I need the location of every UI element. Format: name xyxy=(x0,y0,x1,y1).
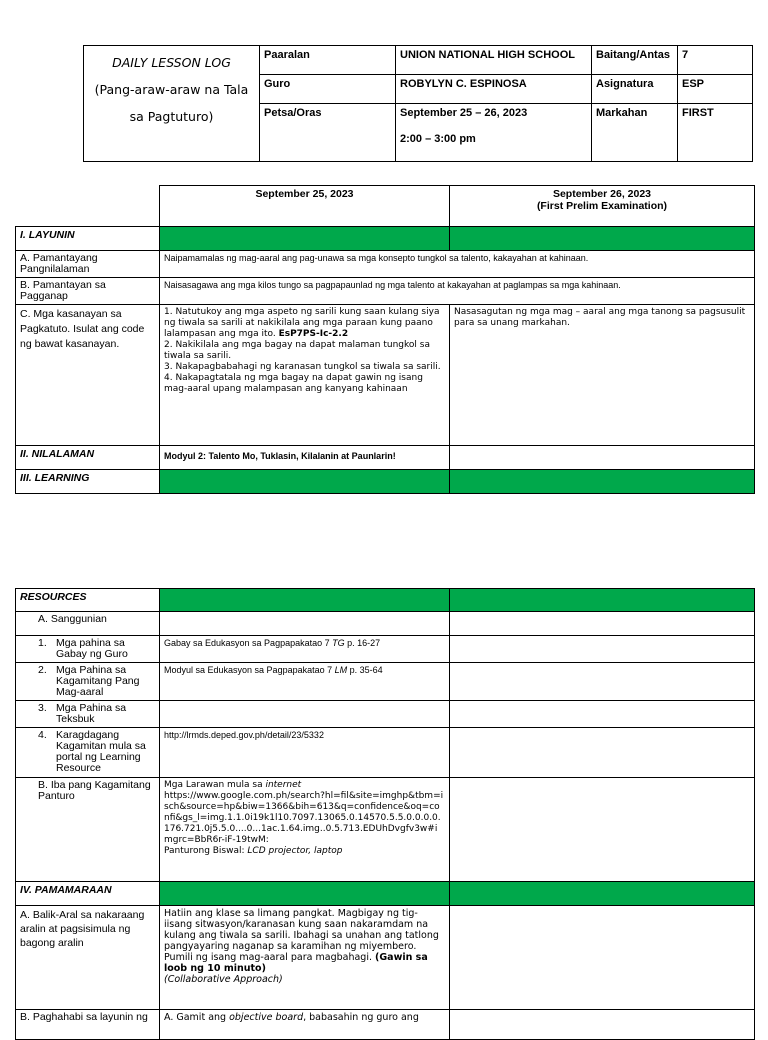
pagganap-value: Naisasagawa ang mga kilos tungo sa pagpapaunlad ng mga talento at kakayahan at paglampas sa mga kahinaan. xyxy=(160,278,755,305)
quarter-value: FIRST xyxy=(678,104,753,162)
resource-3-value xyxy=(160,701,450,728)
pamamaraan-green-1 xyxy=(160,882,450,906)
day2-note: (First Prelim Examination) xyxy=(536,200,668,212)
time-value: 2:00 – 3:00 pm xyxy=(400,133,476,145)
date-label: Petsa/Oras xyxy=(260,104,396,162)
resource-1-label: Mga pahina sa Gabay ng Guro xyxy=(56,637,128,660)
nilalaman-value: Modyul 2: Talento Mo, Tuklasin, Kilalanin at Paunlarin! xyxy=(160,446,450,470)
teacher-value: ROBYLYN C. ESPINOSA xyxy=(396,75,592,104)
iba-pang-day2 xyxy=(450,778,755,882)
date-value-cell xyxy=(396,104,592,162)
resource-2-value: Modyul sa Edukasyon sa Pagpapakatao 7 LM p. 35-64 xyxy=(160,663,450,701)
resources-heading: RESOURCES xyxy=(16,589,160,612)
resource-row-3-label xyxy=(16,701,160,728)
resource-3-num: 3. xyxy=(38,702,47,714)
day1-header: September 25, 2023 xyxy=(160,186,450,227)
resources-green-1 xyxy=(160,589,450,612)
subject-label: Asignatura xyxy=(592,75,678,104)
subject-value: ESP xyxy=(678,75,753,104)
lesson-table-bottom xyxy=(15,588,755,1040)
grade-label: Baitang/Antas xyxy=(592,46,678,75)
image-search-url[interactable]: https://www.google.com.ph/search?hl=fil&site=imghp&tbm=isch&source=hp&biw=1366&bih=613&q=confidence&oq=confi&gs_l=img.1.1.0i19k1l10.7097.13065.0.14570.5.5.0.0.0.0.176.721.0j5.5.0....0...1ac.1.64.img..0.5.713.EDUhDvgfv3w#imgrc=BbR6r-iF-19twM: xyxy=(164,791,444,845)
resource-4-link[interactable]: http://lrmds.deped.gov.ph/detail/23/5332 xyxy=(160,728,450,778)
resource-row-4-label xyxy=(16,728,160,778)
teacher-label: Guro xyxy=(260,75,396,104)
balik-aral-label: A. Balik-Aral sa nakaraang aralin at pagsisimula ng bagong aralin xyxy=(16,906,160,1010)
paghahabi-label: B. Paghahabi sa layunin ng xyxy=(16,1010,160,1040)
layunin-green-2 xyxy=(450,227,755,251)
resource-1-day2 xyxy=(450,636,755,663)
resource-3-day2 xyxy=(450,701,755,728)
school-value: UNION NATIONAL HIGH SCHOOL xyxy=(396,46,592,75)
kasanayan-label: C. Mga kasanayan sa Pagkatuto. Isulat ang code ng bawat kasanayan. xyxy=(16,305,160,446)
pamamaraan-green-2 xyxy=(450,882,755,906)
date-value: September 25 – 26, 2023 xyxy=(400,107,528,119)
kasanayan-code: EsP7PS-Ic-2.2 xyxy=(278,329,349,339)
resource-row-1-label xyxy=(16,636,160,663)
kasanayan-item2: 2. Nakikilala ang mga bagay na dapat malaman tungkol sa tiwala sa sarili. xyxy=(164,340,430,361)
dll-title-line1: DAILY LESSON LOG xyxy=(112,55,231,70)
pamantayang-label: A. Pamantayang Pangnilalaman xyxy=(16,251,160,278)
kasanayan-item3: 3. Nakapagbabahagi ng karanasan tungkol sa tiwala sa sarili. xyxy=(164,362,441,372)
resource-1-value: Gabay sa Edukasyon sa Pagpapakatao 7 TG p. 16-27 xyxy=(160,636,450,663)
iba-pang-label: B. Iba pang Kagamitang Panturo xyxy=(16,778,160,882)
resource-4-label: Karagdagang Kagamitan mula sa portal ng Learning Resource xyxy=(56,729,146,774)
learning-green-1 xyxy=(160,470,450,494)
resource-2-label: Mga Pahina sa Kagamitang Pang Mag-aaral xyxy=(56,664,140,698)
resource-3-label: Mga Pahina sa Teksbuk xyxy=(56,702,127,725)
resource-row-2-label xyxy=(16,663,160,701)
nilalaman-heading: II. NILALAMAN xyxy=(16,446,160,470)
dll-title xyxy=(84,46,260,162)
resource-2-num: 2. xyxy=(38,664,47,676)
header-table xyxy=(83,45,753,162)
paghahabi-value: A. Gamit ang objective board, babasahin ng guro ang xyxy=(160,1010,450,1040)
dll-title-line2: (Pang-araw-araw na Tala xyxy=(94,82,249,97)
resources-green-2 xyxy=(450,589,755,612)
balik-aral-day2 xyxy=(450,906,755,1010)
nilalaman-day2 xyxy=(450,446,755,470)
learning-green-2 xyxy=(450,470,755,494)
resource-4-num: 4. xyxy=(38,729,47,741)
pamantayang-value: Naipamamalas ng mag-aaral ang pag-unawa sa mga konsepto tungkol sa talento, kakayahan at kahinaan. xyxy=(160,251,755,278)
kasanayan-item4: 4. Nakapagtatala ng mga bagay na dapat gawin ng isang mag-aaral upang malampasan ang kanyang kahinaan xyxy=(164,373,423,394)
corner-cell xyxy=(16,186,160,227)
kasanayan-day1 xyxy=(160,305,450,446)
dll-title-line3: sa Pagtuturo) xyxy=(129,109,214,124)
iba-pang-value: Mga Larawan mula sa internet https://www.google.com.ph/search?hl=fil&site=imghp&tbm=isch&source=hp&biw=1366&bih=613&q=confidence&oq=confi&gs_l=img.1.1.0i19k1l10.7097.13065.0.14570.5.5.0.0.0.0.176.721.0j5.5.0....0...1ac.1.64.img..0.5.713.EDUhDvgfv3w#imgrc=BbR6r-iF-19twM: Panturong Biswal: LCD projector, laptop xyxy=(160,778,450,882)
quarter-label: Markahan xyxy=(592,104,678,162)
kasanayan-item1: 1. Natutukoy ang mga aspeto ng sarili kung saan kulang siya ng tiwala sa sarili at nakikilala ang mga paraan kung paano lalampasan ang mga ito. xyxy=(164,307,440,339)
layunin-green-1 xyxy=(160,227,450,251)
sanggunian-day1 xyxy=(160,612,450,636)
learning-heading: III. LEARNING xyxy=(16,470,160,494)
sanggunian-label: A. Sanggunian xyxy=(16,612,160,636)
pagganap-label: B. Pamantayan sa Pagganap xyxy=(16,278,160,305)
day2-header xyxy=(450,186,755,227)
resource-1-num: 1. xyxy=(38,637,47,649)
pamamaraan-heading: IV. PAMAMARAAN xyxy=(16,882,160,906)
school-label: Paaralan xyxy=(260,46,396,75)
balik-aral-value: Hatiin ang klase sa limang pangkat. Magbigay ng tig-iisang sitwasyon/karanasan kung saan nakaramdam na kulang ang tiwala sa sarili. Ibahagi sa unahan ang tatlong pangyayaring naganap sa karamihan ng miyembero. Pumili ng isang mag-aaral para magbahagi. (Gawin sa loob ng 10 minuto) (Collaborative Approach) xyxy=(160,906,450,1010)
paghahabi-day2 xyxy=(450,1010,755,1040)
sanggunian-day2 xyxy=(450,612,755,636)
resource-2-day2 xyxy=(450,663,755,701)
resource-4-day2 xyxy=(450,728,755,778)
kasanayan-day2: Nasasagutan ng mga mag – aaral ang mga tanong sa pagsusulit para sa unang markahan. xyxy=(450,305,755,446)
lesson-table-top xyxy=(15,185,755,494)
grade-value: 7 xyxy=(678,46,753,75)
layunin-heading: I. LAYUNIN xyxy=(16,227,160,251)
day2-date: September 26, 2023 xyxy=(552,188,652,200)
